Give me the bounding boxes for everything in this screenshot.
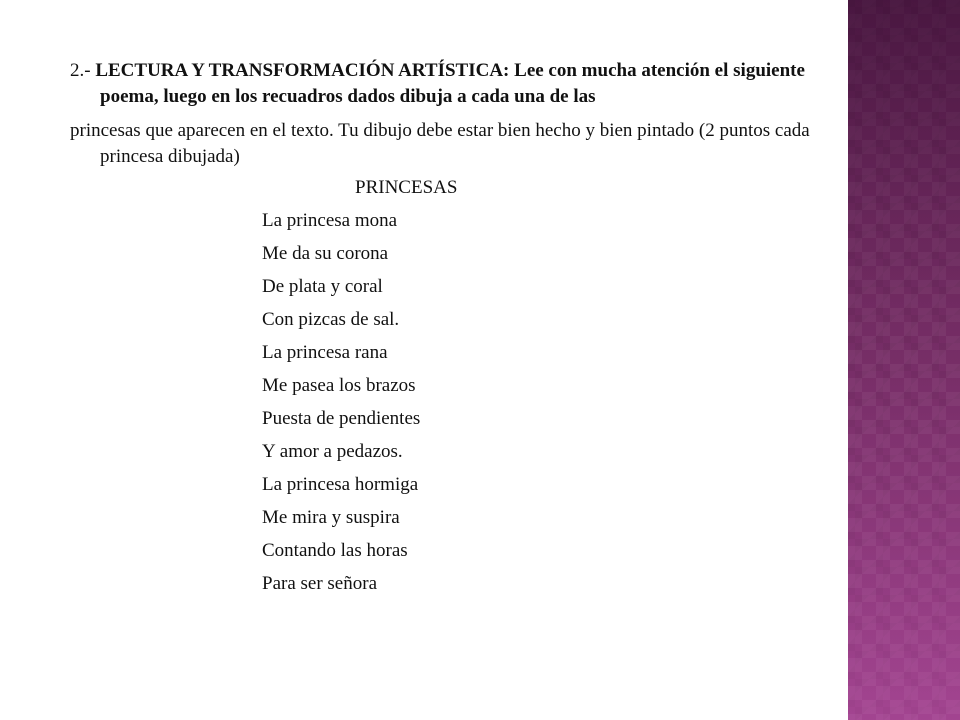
activity-number: 2.- <box>70 60 91 81</box>
instruction-paragraph <box>70 58 830 110</box>
poem-title: PRINCESAS <box>355 177 458 198</box>
poem-verse: Con pizcas de sal. <box>262 309 400 330</box>
instruction-continuation: princesas que aparecen en el texto. Tu dibujo debe estar bien hecho y bien pintado (2 puntos cada princesa dibujada) <box>70 120 810 167</box>
poem-verse: Me pasea los brazos <box>262 375 416 396</box>
poem-verse: La princesa hormiga <box>262 474 419 495</box>
activity-instruction-bold: Lee con mucha atención el siguiente poema, luego en los recuadros dados dibuja a cada una de las <box>100 60 805 107</box>
poem-verse: Para ser señora <box>262 573 378 594</box>
poem-verse: Contando las horas <box>262 540 408 561</box>
slide-content <box>70 58 830 594</box>
poem-verse: Y amor a pedazos. <box>262 441 403 462</box>
poem-verse: Puesta de pendientes <box>262 408 421 429</box>
poem-verse: La princesa rana <box>262 342 388 363</box>
activity-title: LECTURA Y TRANSFORMACIÓN ARTÍSTICA: <box>95 60 510 81</box>
poem-verse: Me da su corona <box>262 243 389 264</box>
poem-verse: Me mira y suspira <box>262 507 400 528</box>
poem-verse: De plata y coral <box>262 276 383 297</box>
poem-verse: La princesa mona <box>262 210 398 231</box>
poem <box>70 176 830 605</box>
decorative-side-panel <box>848 0 960 720</box>
